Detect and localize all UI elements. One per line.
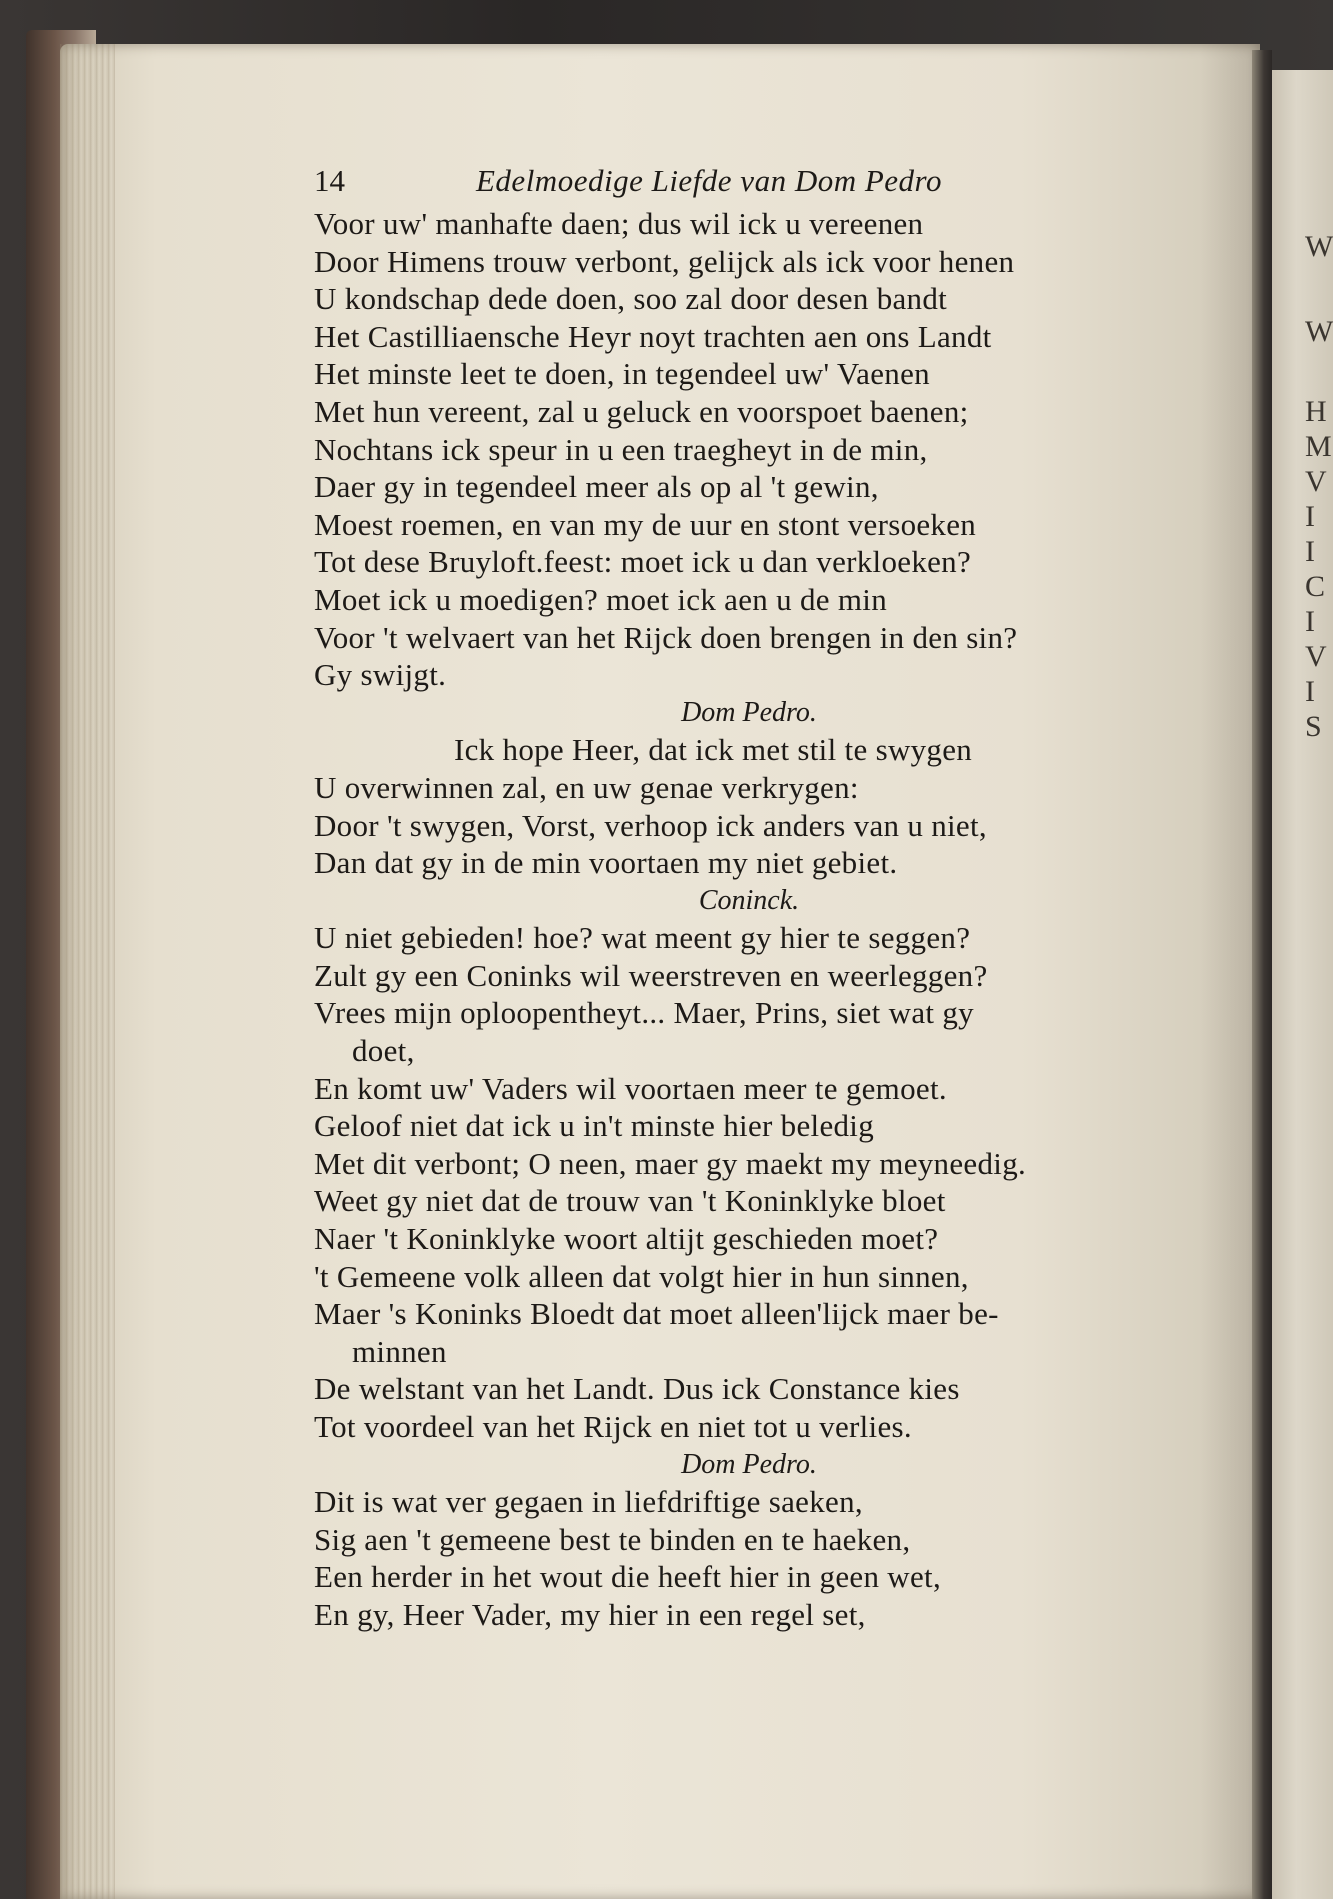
verse-line: Met hun vereent, zal u geluck en voorspoet baenen; <box>314 393 969 429</box>
next-page-letter: V <box>1305 465 1327 498</box>
verse-line: Moet ick u moedigen? moet ick aen u de min <box>314 581 888 617</box>
next-page-letter: I <box>1305 605 1315 638</box>
next-page-letter: I <box>1305 500 1315 533</box>
verse-line: Ick hope Heer, dat ick met stil te swygen <box>454 732 973 768</box>
verse-body <box>314 205 1184 1634</box>
verse-line: Voor uw' manhafte daen; dus wil ick u vereenen <box>314 206 924 241</box>
verse-line: Voor 't welvaert van het Rijck doen brengen in den sin? <box>314 619 1018 655</box>
verse-line: Zult gy een Coninks wil weerstreven en weerleggen? <box>314 957 988 993</box>
next-page-letter: C <box>1305 570 1326 603</box>
verse-line: Moest roemen, en van my de uur en stont versoeken <box>314 506 977 542</box>
next-page-letter: W <box>1305 315 1333 348</box>
verse-line: Geloof niet dat ick u in't minste hier beledig <box>314 1108 875 1144</box>
running-title: Edelmoedige Liefde van Dom Pedro <box>476 163 942 198</box>
verse-line: Het Castilliaensche Heyr noyt trachten aen ons Landt <box>314 318 992 354</box>
page-text <box>314 163 1184 1634</box>
running-head <box>314 163 1184 205</box>
verse-line: U overwinnen zal, en uw genae verkrygen: <box>314 769 859 805</box>
verse-line: Maer 's Koninks Bloedt dat moet alleen'lijck maer be- <box>314 1296 999 1332</box>
page-edge-texture <box>60 44 115 1899</box>
verse-line: De welstant van het Landt. Dus ick Constance kies <box>314 1371 960 1407</box>
next-page-letter: M <box>1305 430 1332 463</box>
book-gutter <box>1252 50 1272 1899</box>
verse-line: Met dit verbont; O neen, maer gy maekt my meyneedig. <box>314 1145 1027 1181</box>
verse-line: Dan dat gy in de min voortaen my niet gebiet. <box>314 845 898 881</box>
next-page-letter: I <box>1305 535 1315 568</box>
speaker-label: Dom Pedro. <box>681 696 817 728</box>
verse-line: Gy swijgt. <box>314 657 447 693</box>
next-page-letter: S <box>1305 710 1322 743</box>
verse-line: Vrees mijn oploopentheyt... Maer, Prins, siet wat gy <box>314 995 974 1031</box>
verse-line: Nochtans ick speur in u een traegheyt in de min, <box>314 431 928 467</box>
page-number: 14 <box>314 163 345 198</box>
verse-line: Dit is wat ver gegaen in liefdriftige saeken, <box>314 1484 863 1520</box>
next-page-letter: I <box>1305 675 1315 708</box>
verse-line: Door Himens trouw verbont, gelijck als ick voor henen <box>314 243 1015 279</box>
verse-line: Het minste leet te doen, in tegendeel uw' Vaenen <box>314 356 930 392</box>
speaker-label: Coninck. <box>698 884 800 916</box>
verse-line: U kondschap dede doen, soo zal door desen bandt <box>314 281 948 317</box>
verse-line: Sig aen 't gemeene best te binden en te haeken, <box>314 1521 911 1557</box>
verse-line: Tot dese Bruyloft.feest: moet ick u dan verkloeken? <box>314 544 972 580</box>
next-page-letter: V <box>1305 640 1327 673</box>
verse-line: Een herder in het wout die heeft hier in geen wet, <box>314 1559 942 1595</box>
verse-line: Tot voordeel van het Rijck en niet tot u verlies. <box>314 1409 912 1444</box>
verse-line: En gy, Heer Vader, my hier in een regel set, <box>314 1596 866 1632</box>
verse-line: Daer gy in tegendeel meer als op al 't gewin, <box>314 469 879 505</box>
verse-line: doet, <box>352 1033 415 1069</box>
verse-line: Naer 't Koninklyke woort altijt geschieden moet? <box>314 1221 939 1257</box>
verse-line: 't Gemeene volk alleen dat volgt hier in hun sinnen, <box>314 1258 969 1294</box>
verse-line: minnen <box>352 1333 447 1369</box>
verse-line: U niet gebieden! hoe? wat meent gy hier te seggen? <box>314 920 971 956</box>
verse-line: En komt uw' Vaders wil voortaen meer te gemoet. <box>314 1070 947 1106</box>
next-page-letter: W <box>1305 230 1333 263</box>
verse-line: Weet gy niet dat de trouw van 't Koninklyke bloet <box>314 1183 946 1219</box>
verse-line: Door 't swygen, Vorst, verhoop ick anders van u niet, <box>314 807 987 843</box>
speaker-label: Dom Pedro. <box>681 1448 817 1480</box>
next-page-letter: H <box>1305 395 1327 428</box>
